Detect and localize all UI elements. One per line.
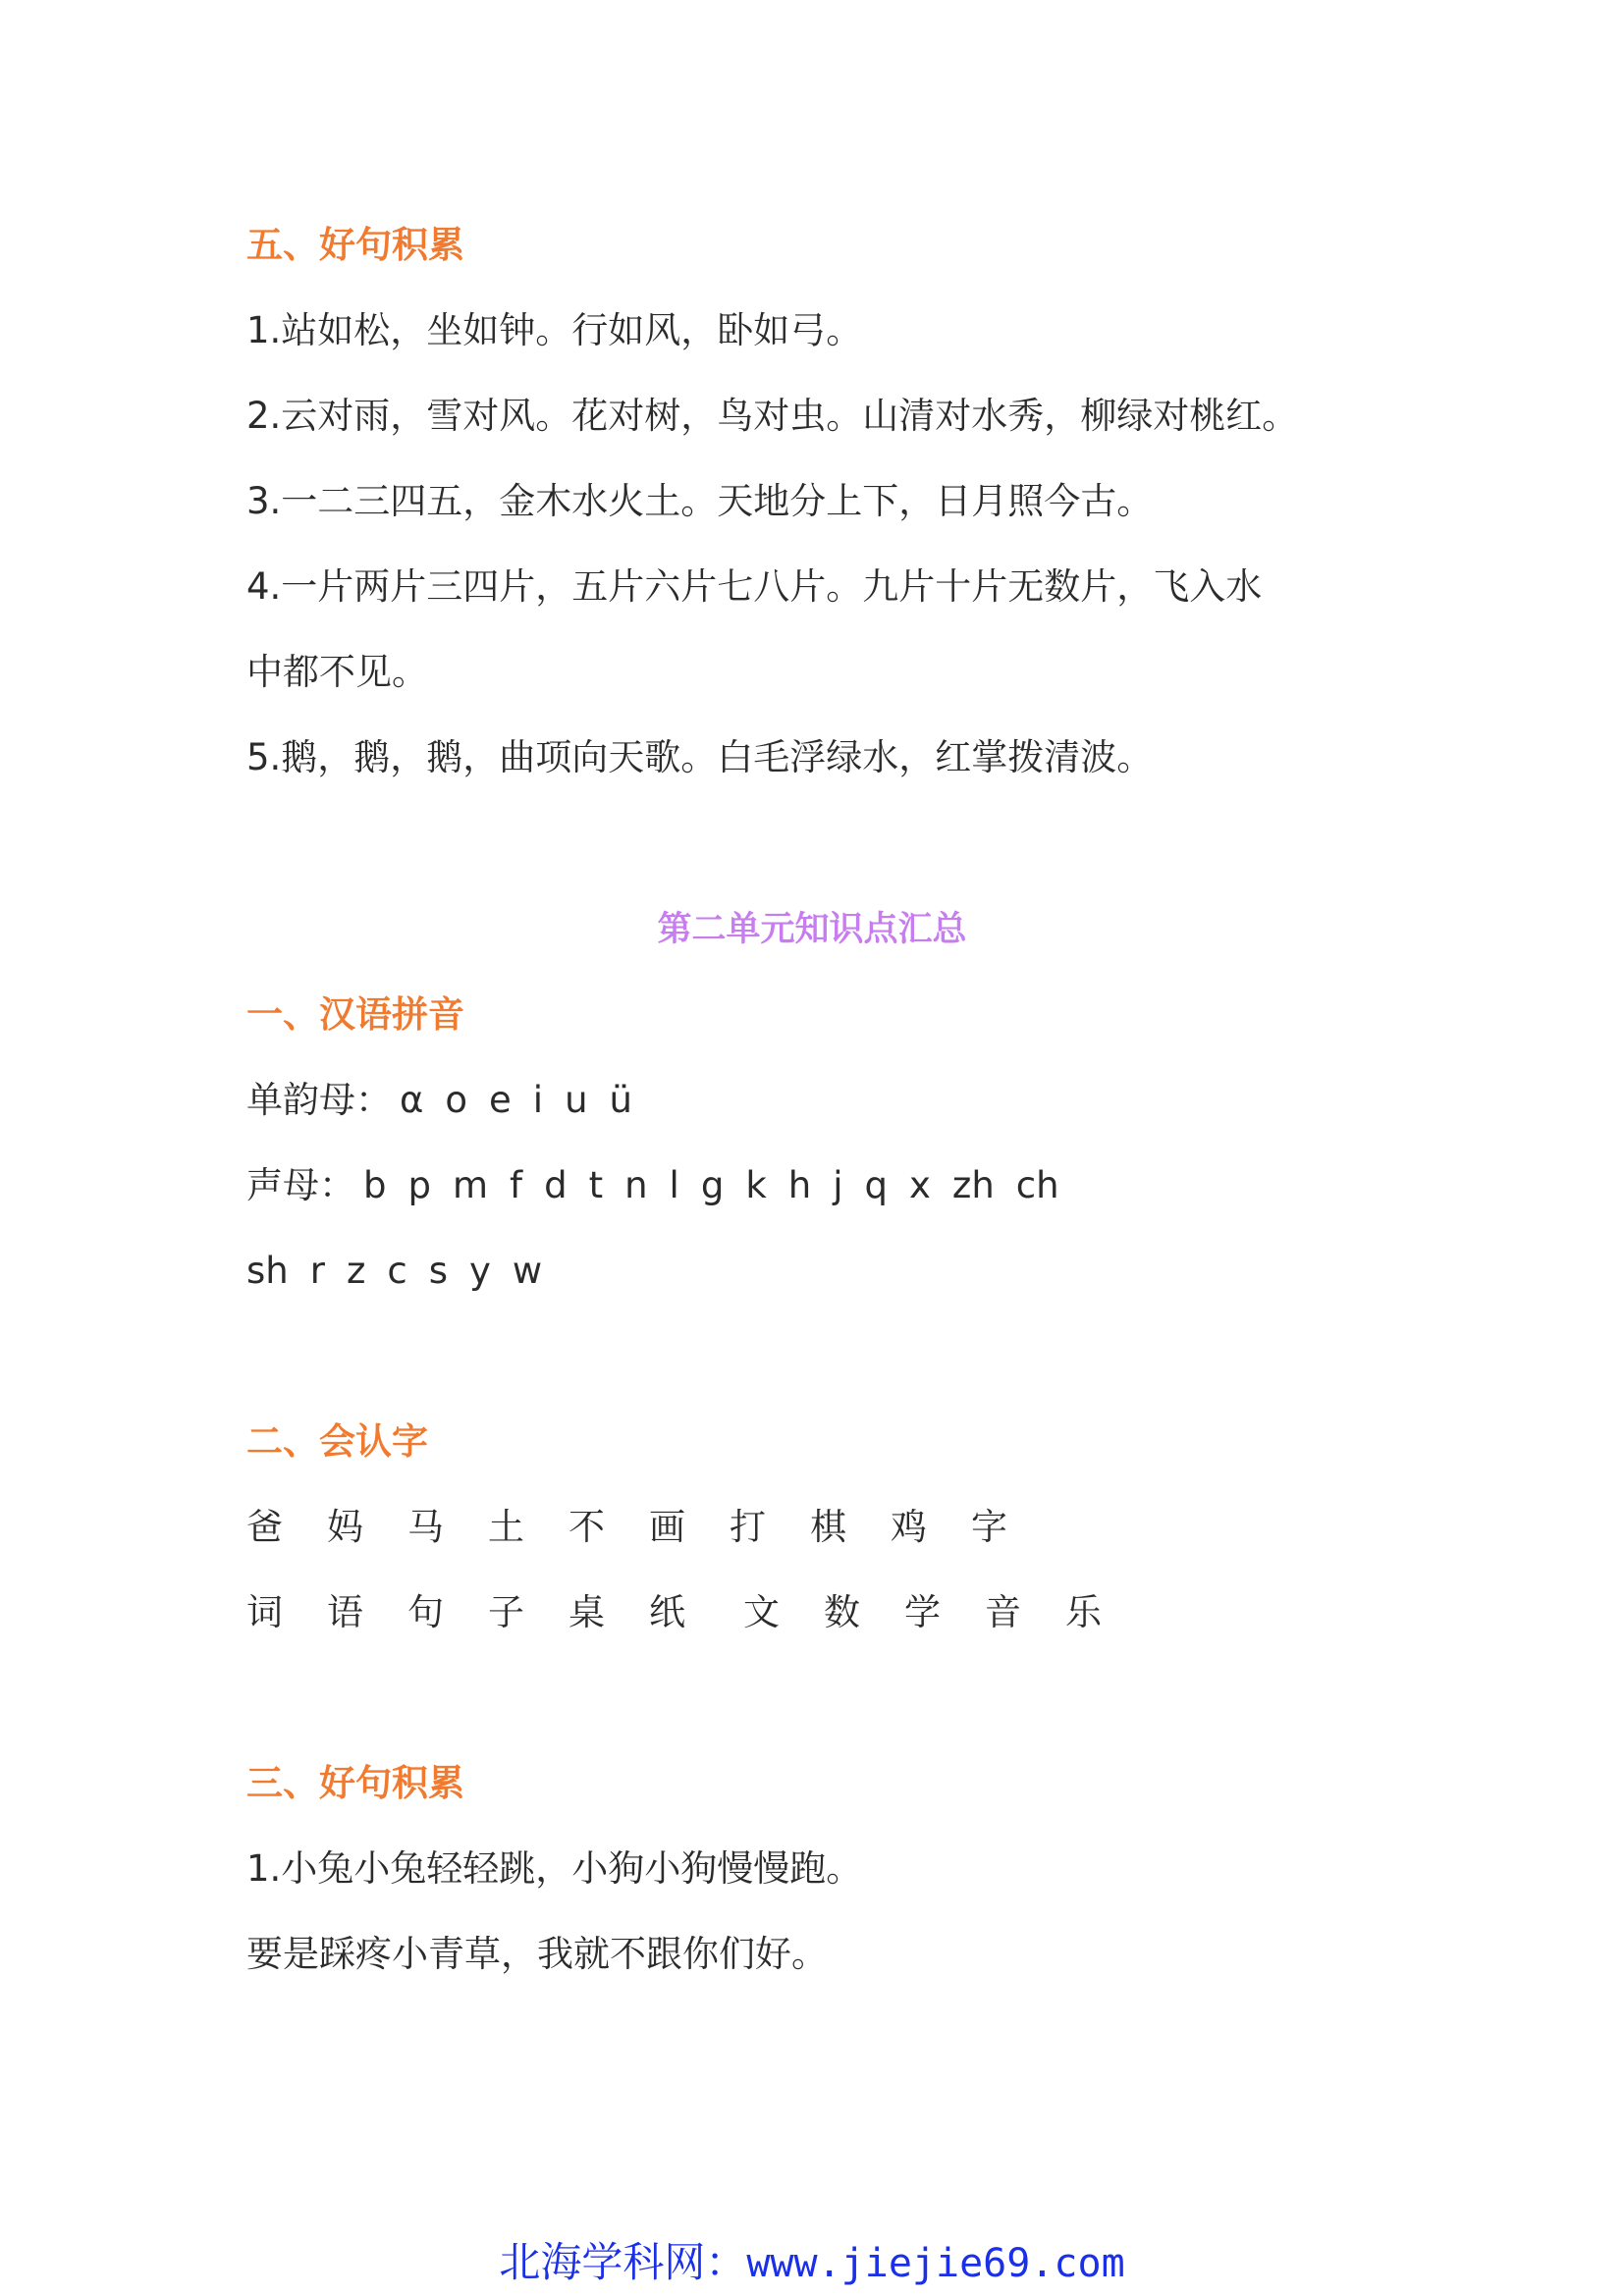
pinyin-token: g [700,1164,725,1206]
character-token: 马 [407,1506,444,1548]
character-token: 句 [407,1591,444,1633]
sentence-line: 4.一片两片三四片，五片六片七八片。九片十片无数片，飞入水 [246,565,1263,608]
section-heading-pinyin: 一、汉语拼音 [246,993,464,1036]
vowels-label: 单韵母： [246,1079,392,1121]
pinyin-token: b [363,1164,387,1206]
character-token: 爸 [246,1506,283,1548]
pinyin-token: y [469,1250,491,1292]
pinyin-token: h [787,1164,812,1206]
pinyin-token: zh [951,1164,995,1206]
initials-line-1 [246,1162,1081,1209]
pinyin-token: ü [609,1079,632,1121]
character-token: 词 [246,1591,283,1633]
character-token: 音 [985,1591,1021,1633]
sentence-line: 3.一二三四五，金木水火土。天地分上下，日月照今古。 [246,480,1154,522]
vowels-line [246,1077,654,1124]
character-token: 子 [488,1591,524,1633]
pinyin-token: s [428,1250,448,1292]
character-token: 学 [904,1591,941,1633]
pinyin-token: c [387,1250,407,1292]
character-token: 打 [730,1506,766,1548]
character-token: 妈 [327,1506,363,1548]
pinyin-token: t [588,1164,604,1206]
character-token: 乐 [1065,1591,1102,1633]
character-token: 数 [824,1591,860,1633]
character-token: 桌 [568,1591,605,1633]
sentence-line: 1.站如松，坐如钟。行如风，卧如弓。 [246,309,863,351]
pinyin-token: j [833,1164,843,1206]
section-heading-good-sentences-5: 五、好句积累 [246,224,464,266]
character-token: 不 [568,1506,605,1548]
unit-title: 第二单元知识点汇总 [657,910,967,949]
pinyin-token: x [909,1164,931,1206]
characters-row-1 [246,1504,1052,1551]
pinyin-token: α [400,1079,424,1121]
section-heading-good-sentences-3: 三、好句积累 [246,1762,464,1804]
character-token: 鸡 [891,1506,927,1548]
footer-site-name: 北海学科网： [499,2238,747,2286]
pinyin-token: p [407,1164,431,1206]
pinyin-token: u [565,1079,588,1121]
pinyin-token: d [544,1164,568,1206]
footer-source [0,2238,1624,2288]
pinyin-token: r [309,1250,325,1292]
characters-row-2 [246,1589,1146,1636]
character-token: 语 [327,1591,363,1633]
sentence-line: 要是踩疼小青草，我就不跟你们好。 [246,1933,828,1975]
pinyin-token: o [445,1079,468,1121]
sentence-line: 2.云对雨，雪对风。花对树，鸟对虫。山清对水秀，柳绿对桃红。 [246,395,1299,437]
section-heading-characters: 二、会认字 [246,1420,428,1463]
pinyin-token: w [512,1250,543,1292]
footer-url[interactable]: www.jiejie69.com [746,2241,1125,2286]
pinyin-token: sh [246,1250,289,1292]
character-token: 文 [743,1591,780,1633]
initials-label: 声母： [246,1164,355,1206]
character-token: 画 [649,1506,685,1548]
sentence-line: 中都不见。 [246,651,428,693]
character-token: 土 [488,1506,524,1548]
pinyin-token: z [346,1250,366,1292]
pinyin-token: e [489,1079,512,1121]
character-token: 纸 [649,1591,685,1633]
pinyin-token: m [453,1164,489,1206]
pinyin-token: i [532,1079,544,1121]
character-token: 字 [971,1506,1007,1548]
pinyin-token: ch [1015,1164,1059,1206]
pinyin-token: k [745,1164,767,1206]
sentence-line: 1.小兔小兔轻轻跳，小狗小狗慢慢跑。 [246,1847,863,1890]
pinyin-token: q [864,1164,888,1206]
pinyin-token: f [510,1164,523,1206]
initials-line-2 [246,1248,564,1295]
character-token: 棋 [810,1506,846,1548]
sentence-line: 5.鹅，鹅，鹅，曲项向天歌。白毛浮绿水，红掌拨清波。 [246,736,1154,778]
pinyin-token: l [669,1164,679,1206]
pinyin-token: n [624,1164,648,1206]
